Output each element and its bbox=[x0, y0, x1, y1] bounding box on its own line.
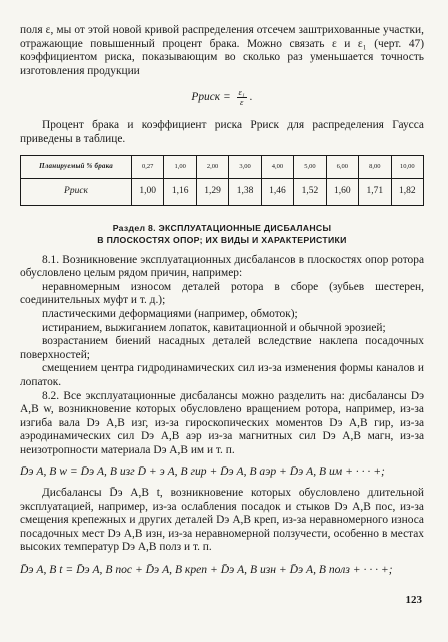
table-cell: 1,82 bbox=[391, 178, 424, 205]
page-number: 123 bbox=[405, 594, 422, 607]
table-cell: 1,16 bbox=[164, 178, 196, 205]
table-cell: 10,00 bbox=[391, 155, 424, 178]
table-cell: 1,60 bbox=[326, 178, 358, 205]
table-cell: 3,00 bbox=[229, 155, 261, 178]
table-cell: 4,00 bbox=[261, 155, 293, 178]
section-title-line-1: Раздел 8. ЭКСПЛУАТАЦИОННЫЕ ДИСБАЛАНСЫ bbox=[112, 222, 332, 233]
table-cell: 8,00 bbox=[359, 155, 391, 178]
intro-paragraph: поля ε, мы от этой новой кривой распределения отсечем заштрихованные участки, отражающие повышенный процент брака. Можно связать ε и ε₁ (черт. 47) коэффициентом риска, показывающим во сколько раз уменьшается точность изготовления продукции bbox=[20, 24, 424, 77]
table-cell: 1,00 bbox=[132, 178, 164, 205]
table-cell: 1,29 bbox=[196, 178, 228, 205]
list-item: смещением центра гидродинамических сил из-за изменения формы каналов и лопаток. bbox=[20, 362, 424, 388]
equation-rotation: D̄э А, В w = D̄э А, В изг D̄ + э А, В гир + D̄э А, В аэр + D̄э А, В им + · · · +; bbox=[20, 465, 385, 479]
paragraph-long-term: Дисбалансы D̄э А,В t, возникновение которых обусловлено длительной эксплуатацией, например, из-за ослабления посадок и стыков Dэ А,В пос, из-за смещения крепежных и других деталей Dэ А,В креп, из-за неравномерного износа посадочных мест Dэ А,В изн, из-за неравномерной ползучести, особенно в местах высоких температур Dэ А,В полз и т. п. bbox=[20, 487, 424, 554]
table-cell: 1,52 bbox=[294, 178, 326, 205]
table-cell: 0,27 bbox=[132, 155, 164, 178]
risk-table bbox=[20, 155, 424, 206]
table-intro: Процент брака и коэффициент риска Pриск для распределения Гаусса приведены в таблице. bbox=[20, 119, 424, 145]
formula-fraction bbox=[237, 88, 247, 107]
risk-formula bbox=[20, 88, 424, 107]
formula-tail: . bbox=[249, 91, 253, 104]
paragraph-8-1: 8.1. Возникновение эксплуатационных дисбалансов в плоскостях опор ротора обусловлено целым рядом причин, например: bbox=[20, 253, 424, 280]
equation-long-term: D̄э А, В t = D̄э А, В пос + D̄э А, В креп + D̄э А, В изн + D̄э А, В полз + · · · +; bbox=[20, 563, 393, 577]
table-cell: 1,46 bbox=[261, 178, 293, 205]
table-cell: 1,00 bbox=[164, 155, 196, 178]
table-row bbox=[21, 155, 424, 178]
table-cell: 6,00 bbox=[326, 155, 358, 178]
paragraph-8-2: 8.2. Все эксплуатационные дисбалансы можно разделить на: дисбалансы Dэ А,В w, возникновение которых обусловлено вращением ротора, например, из-за изгиба вала Dэ А,В изг, из-за гироскопических моментов Dэ А,В гир, из-за аэродинамических сил Dэ А,В аэр из-за магнитных сил Dэ А,В магн, из-за неизотропности материала Dэ А,В им и т. п. bbox=[20, 389, 424, 456]
row2-label: Pриск bbox=[21, 178, 132, 205]
list-item: истиранием, выжиганием лопаток, кавитационной и обычной эрозией; bbox=[42, 321, 386, 334]
table-cell: 5,00 bbox=[294, 155, 326, 178]
list-item: неравномерным износом деталей ротора в сборе (зубьев шестерен, соединительных муфт и т. д.); bbox=[20, 280, 424, 307]
section-title-line-2: В ПЛОСКОСТЯХ ОПОР; ИХ ВИДЫ И ХАРАКТЕРИСТИКИ bbox=[97, 234, 347, 245]
formula-denominator: ε bbox=[240, 97, 244, 108]
row1-label: Планируемый % брака bbox=[21, 155, 132, 178]
table-cell: 2,00 bbox=[196, 155, 228, 178]
formula-numerator: ε₁ bbox=[238, 87, 245, 98]
list-item: пластическими деформациями (например, обмоток); bbox=[42, 307, 298, 320]
table-cell: 1,71 bbox=[359, 178, 391, 205]
table-cell: 1,38 bbox=[229, 178, 261, 205]
list-item: возрастанием биений насадных деталей вследствие наклепа посадочных поверхностей; bbox=[20, 335, 424, 361]
text-column bbox=[20, 24, 424, 585]
formula-lhs: Pриск = bbox=[191, 91, 231, 104]
section-heading bbox=[20, 222, 424, 246]
table-row bbox=[21, 178, 424, 205]
